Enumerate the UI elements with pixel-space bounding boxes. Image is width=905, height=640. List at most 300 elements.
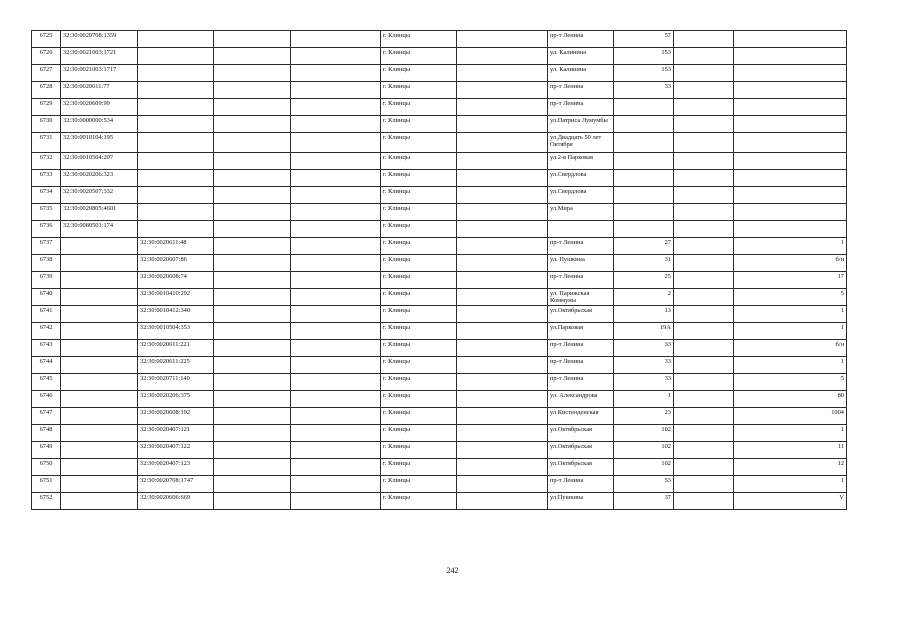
city-cell: г. Клинцы — [381, 82, 457, 99]
house-number-cell: 153 — [614, 65, 674, 82]
table-row — [32, 133, 847, 153]
cadastral-number-cell: 32:30:0020611:77 — [61, 82, 138, 99]
empty-cell — [291, 340, 381, 357]
cadastral-number-alt-cell — [138, 187, 214, 204]
empty-cell — [291, 425, 381, 442]
empty-cell — [291, 442, 381, 459]
flat-number-cell: 1 — [734, 425, 847, 442]
flat-number-cell — [734, 221, 847, 238]
empty-cell — [457, 153, 548, 170]
house-number-cell: 53 — [614, 476, 674, 493]
table-row — [32, 391, 847, 408]
empty-cell — [214, 153, 291, 170]
empty-cell — [291, 204, 381, 221]
empty-cell — [214, 493, 291, 510]
cadastral-number-alt-cell: 32:30:0020608:74 — [138, 272, 214, 289]
cadastral-number-alt-cell — [138, 82, 214, 99]
empty-cell — [214, 99, 291, 116]
table-row — [32, 170, 847, 187]
flat-number-cell — [734, 48, 847, 65]
table-row — [32, 289, 847, 306]
city-cell: г. Клинцы — [381, 204, 457, 221]
street-cell: ул.Кистенденская — [548, 408, 614, 425]
empty-cell — [674, 187, 734, 204]
cadastral-number-alt-cell: 32:30:0010504:353 — [138, 323, 214, 340]
house-number-cell — [614, 204, 674, 221]
street-cell: пр-т Ленина — [548, 238, 614, 255]
city-cell: г. Клинцы — [381, 323, 457, 340]
house-number-cell: 13 — [614, 306, 674, 323]
empty-cell — [457, 187, 548, 204]
city-cell: г. Клинцы — [381, 48, 457, 65]
empty-cell — [291, 272, 381, 289]
house-number-cell — [614, 133, 674, 153]
street-cell: ул.Октябрьская — [548, 459, 614, 476]
cadastral-number-alt-cell: 32:30:0020407:121 — [138, 425, 214, 442]
empty-cell — [291, 99, 381, 116]
empty-cell — [457, 170, 548, 187]
row-number-cell: 6727 — [32, 65, 61, 82]
cadastral-number-alt-cell: 32:30:0020611:225 — [138, 357, 214, 374]
cadastral-number-alt-cell — [138, 221, 214, 238]
empty-cell — [674, 391, 734, 408]
flat-number-cell — [734, 170, 847, 187]
street-cell: пр-т Ленина — [548, 374, 614, 391]
cadastral-number-alt-cell — [138, 204, 214, 221]
cadastral-number-cell — [61, 408, 138, 425]
empty-cell — [457, 82, 548, 99]
street-cell — [548, 221, 614, 238]
empty-cell — [457, 408, 548, 425]
empty-cell — [214, 374, 291, 391]
table-row — [32, 493, 847, 510]
empty-cell — [214, 204, 291, 221]
cadastral-number-cell: 32:30:0010104:195 — [61, 133, 138, 153]
empty-cell — [291, 289, 381, 306]
empty-cell — [457, 116, 548, 133]
table-row — [32, 82, 847, 99]
empty-cell — [674, 357, 734, 374]
flat-number-cell: б/н — [734, 340, 847, 357]
row-number-cell: 6725 — [32, 31, 61, 48]
table-row — [32, 340, 847, 357]
row-number-cell: 6742 — [32, 323, 61, 340]
flat-number-cell: 1 — [734, 238, 847, 255]
cadastral-number-alt-cell: 32:30:0010412:340 — [138, 306, 214, 323]
table-row — [32, 357, 847, 374]
empty-cell — [291, 357, 381, 374]
empty-cell — [457, 31, 548, 48]
row-number-cell: 6729 — [32, 99, 61, 116]
empty-cell — [214, 221, 291, 238]
table-row — [32, 306, 847, 323]
empty-cell — [291, 31, 381, 48]
street-cell: пр-т Ленина — [548, 476, 614, 493]
empty-cell — [214, 340, 291, 357]
empty-cell — [291, 255, 381, 272]
flat-number-cell: б/н — [734, 255, 847, 272]
house-number-cell: 102 — [614, 442, 674, 459]
empty-cell — [291, 408, 381, 425]
empty-cell — [291, 374, 381, 391]
page-number: 242 — [446, 566, 459, 575]
table-row — [32, 187, 847, 204]
cadastral-number-cell — [61, 323, 138, 340]
empty-cell — [214, 425, 291, 442]
cadastral-number-cell — [61, 289, 138, 306]
cadastral-number-cell — [61, 459, 138, 476]
table-row — [32, 48, 847, 65]
cadastral-number-cell — [61, 425, 138, 442]
flat-number-cell — [734, 65, 847, 82]
row-number-cell: 6738 — [32, 255, 61, 272]
city-cell: г. Клинцы — [381, 374, 457, 391]
flat-number-cell: 5 — [734, 289, 847, 306]
row-number-cell: 6732 — [32, 153, 61, 170]
cadastral-number-cell: 32:30:0020805:4601 — [61, 204, 138, 221]
cadastral-number-cell — [61, 272, 138, 289]
empty-cell — [214, 408, 291, 425]
city-cell: г. Клинцы — [381, 289, 457, 306]
empty-cell — [214, 82, 291, 99]
cadastral-number-cell — [61, 340, 138, 357]
street-cell: ул.Свердлова — [548, 170, 614, 187]
empty-cell — [214, 48, 291, 65]
cadastral-number-alt-cell: 32:30:0020606:669 — [138, 493, 214, 510]
street-cell: ул.Мира — [548, 204, 614, 221]
house-number-cell: 33 — [614, 357, 674, 374]
row-number-cell: 6736 — [32, 221, 61, 238]
street-cell: ул.Октябрьская — [548, 442, 614, 459]
empty-cell — [674, 340, 734, 357]
empty-cell — [457, 306, 548, 323]
empty-cell — [291, 116, 381, 133]
city-cell: г. Клинцы — [381, 116, 457, 133]
row-number-cell: 6737 — [32, 238, 61, 255]
street-cell: ул.Двадцать 50 лет Октября — [548, 133, 614, 153]
empty-cell — [674, 493, 734, 510]
empty-cell — [291, 493, 381, 510]
empty-cell — [457, 48, 548, 65]
empty-cell — [674, 99, 734, 116]
house-number-cell: 37 — [614, 493, 674, 510]
flat-number-cell: 1 — [734, 323, 847, 340]
empty-cell — [291, 187, 381, 204]
house-number-cell — [614, 153, 674, 170]
empty-cell — [291, 238, 381, 255]
cadastral-number-alt-cell: 32:30:0020611:221 — [138, 340, 214, 357]
empty-cell — [674, 476, 734, 493]
empty-cell — [457, 255, 548, 272]
cadastral-number-cell — [61, 476, 138, 493]
table-row — [32, 442, 847, 459]
cadastral-number-alt-cell: 32:30:0020708:1747 — [138, 476, 214, 493]
city-cell: г. Клинцы — [381, 99, 457, 116]
cadastral-number-alt-cell — [138, 48, 214, 65]
empty-cell — [291, 153, 381, 170]
city-cell: г. Клинцы — [381, 442, 457, 459]
street-cell: ул.Свердлова — [548, 187, 614, 204]
row-number-cell: 6745 — [32, 374, 61, 391]
cadastral-number-cell — [61, 493, 138, 510]
empty-cell — [214, 255, 291, 272]
flat-number-cell: 12 — [734, 459, 847, 476]
row-number-cell: 6751 — [32, 476, 61, 493]
city-cell: г. Клинцы — [381, 357, 457, 374]
cadastral-number-alt-cell: 32:30:0020711:140 — [138, 374, 214, 391]
empty-cell — [214, 459, 291, 476]
city-cell: г. Клинцы — [381, 31, 457, 48]
city-cell: г. Клинцы — [381, 65, 457, 82]
street-cell: ул.Октябрьская — [548, 306, 614, 323]
empty-cell — [291, 170, 381, 187]
table-row — [32, 425, 847, 442]
city-cell: г. Клинцы — [381, 255, 457, 272]
street-cell: ул.2-я Парковая — [548, 153, 614, 170]
house-number-cell: 2 — [614, 289, 674, 306]
empty-cell — [674, 153, 734, 170]
empty-cell — [674, 48, 734, 65]
empty-cell — [674, 459, 734, 476]
empty-cell — [674, 204, 734, 221]
empty-cell — [214, 65, 291, 82]
empty-cell — [674, 408, 734, 425]
empty-cell — [214, 357, 291, 374]
city-cell: г. Клинцы — [381, 133, 457, 153]
flat-number-cell: 17 — [734, 272, 847, 289]
table-row — [32, 459, 847, 476]
street-cell: пр-т Ленина — [548, 340, 614, 357]
street-cell: пр-т Ленина — [548, 31, 614, 48]
empty-cell — [214, 442, 291, 459]
city-cell: г. Клинцы — [381, 408, 457, 425]
street-cell: ул.Парковая — [548, 323, 614, 340]
empty-cell — [214, 323, 291, 340]
empty-cell — [291, 82, 381, 99]
house-number-cell — [614, 116, 674, 133]
empty-cell — [457, 272, 548, 289]
house-number-cell: 57 — [614, 31, 674, 48]
street-cell: пр-т Ленина — [548, 99, 614, 116]
city-cell: г. Клинцы — [381, 187, 457, 204]
house-number-cell: 33 — [614, 374, 674, 391]
empty-cell — [457, 238, 548, 255]
table-row — [32, 323, 847, 340]
flat-number-cell — [734, 31, 847, 48]
row-number-cell: 6749 — [32, 442, 61, 459]
empty-cell — [457, 340, 548, 357]
flat-number-cell — [734, 99, 847, 116]
cadastral-number-alt-cell — [138, 99, 214, 116]
empty-cell — [214, 238, 291, 255]
empty-cell — [457, 133, 548, 153]
empty-cell — [674, 133, 734, 153]
empty-cell — [457, 442, 548, 459]
house-number-cell: 23 — [614, 408, 674, 425]
empty-cell — [674, 31, 734, 48]
cadastral-number-cell: 32:30:0080501:174 — [61, 221, 138, 238]
cadastral-number-alt-cell — [138, 31, 214, 48]
flat-number-cell: 1004 — [734, 408, 847, 425]
empty-cell — [291, 323, 381, 340]
city-cell: г. Клинцы — [381, 238, 457, 255]
empty-cell — [674, 442, 734, 459]
empty-cell — [457, 204, 548, 221]
flat-number-cell: 1 — [734, 306, 847, 323]
street-cell: пр-т Ленина — [548, 272, 614, 289]
cadastral-number-alt-cell: 32:30:0020206:375 — [138, 391, 214, 408]
cadastral-number-cell: 32:30:0020708:1359 — [61, 31, 138, 48]
row-number-cell: 6734 — [32, 187, 61, 204]
city-cell: г. Клинцы — [381, 476, 457, 493]
cadastral-number-alt-cell: 32:30:0020608:192 — [138, 408, 214, 425]
house-number-cell: 33 — [614, 340, 674, 357]
street-cell: ул. Пушкина — [548, 255, 614, 272]
house-number-cell: 153 — [614, 48, 674, 65]
street-cell: ул. Александрова — [548, 391, 614, 408]
empty-cell — [674, 306, 734, 323]
cadastral-number-cell — [61, 442, 138, 459]
flat-number-cell — [734, 133, 847, 153]
flat-number-cell — [734, 153, 847, 170]
empty-cell — [291, 391, 381, 408]
table-body — [32, 31, 847, 510]
cadastral-number-alt-cell: 32:30:0020611:48 — [138, 238, 214, 255]
house-number-cell — [614, 99, 674, 116]
cadastral-number-cell: 32:30:0020609:99 — [61, 99, 138, 116]
empty-cell — [674, 425, 734, 442]
city-cell: г. Клинцы — [381, 459, 457, 476]
empty-cell — [291, 306, 381, 323]
cadastral-number-alt-cell: 32:30:0020407:122 — [138, 442, 214, 459]
empty-cell — [674, 116, 734, 133]
empty-cell — [674, 289, 734, 306]
empty-cell — [214, 476, 291, 493]
flat-number-cell: 11 — [734, 442, 847, 459]
empty-cell — [291, 133, 381, 153]
empty-cell — [291, 65, 381, 82]
city-cell: г. Клинцы — [381, 391, 457, 408]
empty-cell — [674, 170, 734, 187]
cadastral-number-cell — [61, 374, 138, 391]
empty-cell — [291, 221, 381, 238]
cadastral-number-cell — [61, 238, 138, 255]
flat-number-cell: V — [734, 493, 847, 510]
house-number-cell: 1 — [614, 391, 674, 408]
empty-cell — [457, 374, 548, 391]
row-number-cell: 6728 — [32, 82, 61, 99]
cadastral-number-alt-cell — [138, 116, 214, 133]
empty-cell — [457, 221, 548, 238]
cadastral-number-alt-cell — [138, 65, 214, 82]
street-cell: ул.Октябрьская — [548, 425, 614, 442]
empty-cell — [291, 476, 381, 493]
row-number-cell: 6726 — [32, 48, 61, 65]
house-number-cell — [614, 221, 674, 238]
house-number-cell — [614, 170, 674, 187]
flat-number-cell — [734, 187, 847, 204]
empty-cell — [214, 272, 291, 289]
street-cell: пр-т Ленина — [548, 82, 614, 99]
empty-cell — [457, 493, 548, 510]
empty-cell — [457, 99, 548, 116]
house-number-cell: 19А — [614, 323, 674, 340]
street-cell: ул.Пушкина — [548, 493, 614, 510]
row-number-cell: 6748 — [32, 425, 61, 442]
empty-cell — [291, 459, 381, 476]
empty-cell — [674, 221, 734, 238]
cadastral-number-cell: 32:30:0020206:323 — [61, 170, 138, 187]
flat-number-cell: 1 — [734, 357, 847, 374]
cadastral-number-alt-cell: 32:30:0010410:292 — [138, 289, 214, 306]
cadastral-number-cell — [61, 255, 138, 272]
empty-cell — [214, 391, 291, 408]
flat-number-cell: 80 — [734, 391, 847, 408]
row-number-cell: 6743 — [32, 340, 61, 357]
table-row — [32, 272, 847, 289]
table-row — [32, 204, 847, 221]
table-row — [32, 31, 847, 48]
cadastral-number-alt-cell — [138, 170, 214, 187]
row-number-cell: 6733 — [32, 170, 61, 187]
city-cell: г. Клинцы — [381, 306, 457, 323]
flat-number-cell: 5 — [734, 374, 847, 391]
street-cell: ул. Калинина — [548, 48, 614, 65]
empty-cell — [674, 238, 734, 255]
flat-number-cell — [734, 116, 847, 133]
empty-cell — [457, 357, 548, 374]
row-number-cell: 6752 — [32, 493, 61, 510]
empty-cell — [457, 323, 548, 340]
city-cell: г. Клинцы — [381, 170, 457, 187]
row-number-cell: 6735 — [32, 204, 61, 221]
cadastral-number-cell — [61, 306, 138, 323]
house-number-cell: 102 — [614, 459, 674, 476]
empty-cell — [457, 459, 548, 476]
row-number-cell: 6747 — [32, 408, 61, 425]
house-number-cell — [614, 187, 674, 204]
empty-cell — [291, 48, 381, 65]
empty-cell — [674, 65, 734, 82]
empty-cell — [457, 289, 548, 306]
empty-cell — [674, 255, 734, 272]
city-cell: г. Клинцы — [381, 493, 457, 510]
cadastral-number-cell: 32:30:0020507:332 — [61, 187, 138, 204]
table-row — [32, 408, 847, 425]
house-number-cell: 31 — [614, 255, 674, 272]
flat-number-cell — [734, 82, 847, 99]
table-row — [32, 238, 847, 255]
cadastral-number-cell — [61, 391, 138, 408]
row-number-cell: 6731 — [32, 133, 61, 153]
empty-cell — [674, 82, 734, 99]
house-number-cell: 25 — [614, 272, 674, 289]
empty-cell — [214, 289, 291, 306]
cadastral-number-alt-cell: 32:30:0020407:123 — [138, 459, 214, 476]
flat-number-cell — [734, 204, 847, 221]
empty-cell — [457, 391, 548, 408]
cadastral-number-cell: 32:30:0021003:1717 — [61, 65, 138, 82]
empty-cell — [457, 425, 548, 442]
table-row — [32, 255, 847, 272]
table-row — [32, 116, 847, 133]
registry-table — [31, 30, 847, 510]
row-number-cell: 6739 — [32, 272, 61, 289]
empty-cell — [674, 323, 734, 340]
city-cell: г. Клинцы — [381, 221, 457, 238]
row-number-cell: 6746 — [32, 391, 61, 408]
table-row — [32, 476, 847, 493]
